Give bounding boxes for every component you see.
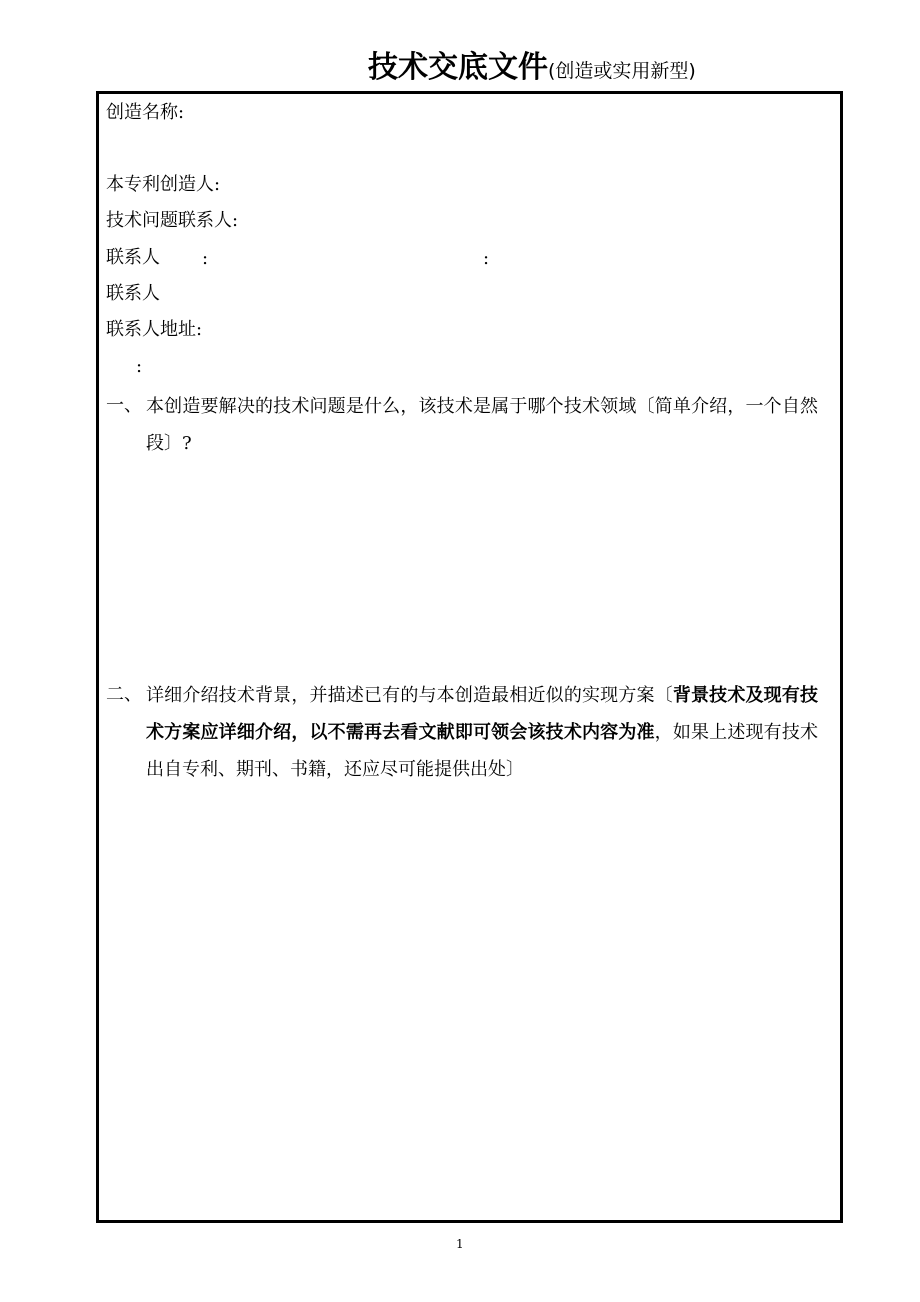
question-2-text (146, 677, 818, 788)
title-subtitle: (创造或实用新型) (548, 60, 696, 82)
question-2-number: 二、 (106, 684, 142, 705)
inventors-label: 本专利创造人: (106, 174, 221, 195)
question-2-text-before: 详细介绍技术背景，并描述已有的与本创造最相近似的实现方案〔 (146, 685, 673, 706)
question-1-number: 一、 (106, 395, 142, 416)
page-number: 1 (456, 1237, 464, 1251)
contact-label-1: 联系人 (106, 247, 160, 268)
question-1-text: 本创造要解决的技术问题是什么，该技术是属于哪个技术领域〔简单介绍，一个自然段〕? (146, 396, 818, 454)
question-2-text-after: ，如果上述现有技术出自专利、期刊、书籍，还应尽可能提供出处〕 (146, 722, 819, 780)
contact-label-2: 联系人 (106, 283, 160, 304)
document-title (368, 48, 696, 92)
contact-colon-a: : (202, 248, 209, 269)
title-main: 技术交底文件 (368, 50, 548, 85)
contact-colon-b: : (483, 248, 490, 269)
tech-contact-label: 技术问题联系人: (106, 210, 239, 231)
invention-name-label: 创造名称: (106, 102, 185, 123)
stray-colon: : (136, 356, 143, 377)
question-2-text-bold: 背景技术及现有技术方案应详细介绍，以不需再去看文献即可领会该技术内容为准 (146, 685, 819, 743)
contact-address-label: 联系人地址: (106, 319, 203, 340)
